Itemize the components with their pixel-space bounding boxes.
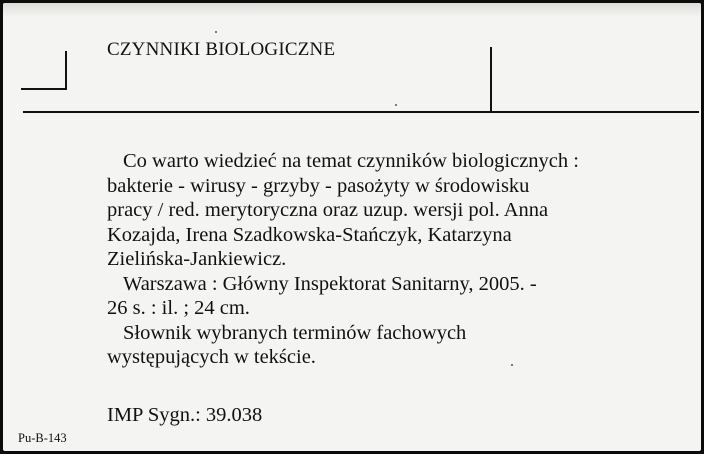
heading-rule — [23, 111, 699, 113]
publication-line: Warszawa : Główny Inspektorat Sanitarny, 2005. - — [123, 272, 537, 295]
catalog-card — [3, 3, 701, 451]
title-line: Co warto wiedzieć na temat czynników biologicznych : — [123, 150, 579, 172]
call-number: IMP Sygn.: 39.038 — [107, 404, 263, 426]
title-line: Kozajda, Irena Szadkowska-Stańczyk, Katarzyna — [107, 223, 512, 246]
note-line: występujących w tekście. — [107, 346, 316, 368]
library-code: Pu-B-143 — [18, 431, 67, 445]
paper-speck — [511, 364, 513, 366]
paper-speck — [395, 104, 397, 106]
card-edge-shadow — [3, 3, 701, 17]
title-line: Zielińska-Jankiewicz. — [107, 248, 287, 270]
title-line: bakterie - wirusy - grzyby - pasożyty w środowisku — [107, 174, 530, 197]
title-line: pracy / red. merytoryczna oraz uzup. wersji pol. Anna — [107, 199, 549, 221]
paper-speck — [215, 31, 217, 33]
note-line: Słownik wybranych terminów fachowych — [123, 321, 467, 344]
bibliographic-record — [107, 149, 687, 370]
publication-line: 26 s. : il. ; 24 cm. — [107, 297, 250, 319]
corner-mark-vertical — [65, 51, 67, 90]
subject-heading: CZYNNIKI BIOLOGICZNE — [107, 39, 336, 60]
heading-divider — [490, 47, 492, 113]
corner-mark-horizontal — [21, 88, 67, 90]
